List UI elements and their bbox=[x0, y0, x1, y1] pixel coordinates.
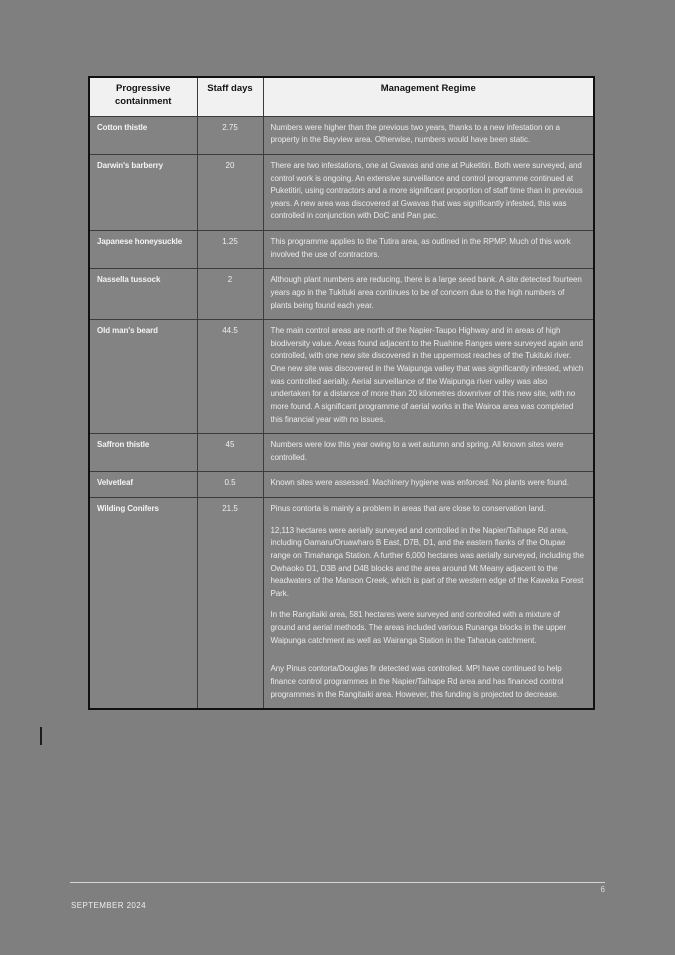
cell-staff-days: 2 bbox=[197, 269, 263, 320]
table-row bbox=[89, 116, 594, 154]
cell-staff-days: 45 bbox=[197, 434, 263, 472]
cell-species: Velvetleaf bbox=[89, 472, 197, 498]
footer-divider bbox=[70, 882, 605, 883]
footer-date: SEPTEMBER 2024 bbox=[71, 901, 146, 910]
cell-management-regime bbox=[263, 269, 594, 320]
regime-paragraph: Pinus contorta is mainly a problem in areas that are close to conservation land. bbox=[270, 504, 546, 513]
cell-management-regime bbox=[263, 231, 594, 269]
cell-management-regime bbox=[263, 498, 594, 710]
regime-paragraph: The main control areas are north of the Napier-Taupo Highway and in areas of high biodiversity value. Areas found adjacent to the Ruahine Ranges were surveyed again and controlled, with one new site discovered in the uppermost reaches of the Tukituki river. One new site was discovered in the Waipunga valley that was significantly infested, which was controlled aerially. Aerial surveillance of the Waipunga river valley was also undertaken for a distance of more than 20 kilometres downriver of this new site, with no more found. A significant programme of aerial works in the Wairoa area was completed this financial year with no issues. bbox=[270, 326, 584, 424]
cell-management-regime bbox=[263, 116, 594, 154]
table-row bbox=[89, 498, 594, 710]
cell-staff-days: 44.5 bbox=[197, 320, 263, 434]
cell-management-regime bbox=[263, 154, 594, 230]
cell-species: Nassella tussock bbox=[89, 269, 197, 320]
cell-management-regime bbox=[263, 472, 594, 498]
cell-species: Japanese honeysuckle bbox=[89, 231, 197, 269]
cell-species: Saffron thistle bbox=[89, 434, 197, 472]
management-regime-table bbox=[88, 76, 595, 710]
table-header bbox=[89, 77, 594, 116]
table-row bbox=[89, 269, 594, 320]
column-header-management-regime: Management Regime bbox=[263, 77, 594, 116]
table-row bbox=[89, 472, 594, 498]
regime-paragraph: Known sites were assessed. Machinery hygiene was enforced. No plants were found. bbox=[270, 478, 569, 488]
page-number: 6 bbox=[600, 885, 605, 894]
cell-management-regime bbox=[263, 320, 594, 434]
regime-paragraph: Although plant numbers are reducing, there is a large seed bank. A site detected fourteen years ago in the Tukituki area continues to be of concern due to the high numbers of plants being found each year. bbox=[270, 275, 582, 310]
cell-species: Old man's beard bbox=[89, 320, 197, 434]
table-row bbox=[89, 231, 594, 269]
column-header-progressive-containment: Progressive containment bbox=[89, 77, 197, 116]
cell-staff-days: 0.5 bbox=[197, 472, 263, 498]
table-row bbox=[89, 320, 594, 434]
table-body bbox=[89, 116, 594, 709]
management-regime-table-wrapper bbox=[88, 76, 593, 710]
margin-change-bar bbox=[40, 727, 42, 745]
cell-species: Cotton thistle bbox=[89, 116, 197, 154]
cell-staff-days: 1.25 bbox=[197, 231, 263, 269]
regime-paragraph: 12,113 hectares were aerially surveyed and controlled in the Napier/Taihape Rd area, including Oamaru/Oruawharo B East, D7B, D1, and the eastern flanks of the Otupae range on Timahanga Station. A further 6,000 hectares was aerially surveyed, including the Owhaoko D1, D3B and D4B blocks and the area around Mt Meany adjacent to the headwaters of the Manson Creek, which is part of the western edge of the Kaweka Forest Park. bbox=[270, 525, 585, 598]
cell-staff-days: 2.75 bbox=[197, 116, 263, 154]
regime-paragraph: Numbers were higher than the previous two years, thanks to a new infestation on a property in the Bayview area. Otherwise, numbers would have been static. bbox=[270, 122, 560, 145]
cell-species: Wilding Conifers bbox=[89, 498, 197, 710]
regime-paragraph: There are two infestations, one at Gwavas and one at Puketitiri. Both were surveyed, and control work is ongoing. An extensive surveillance and control programme continued at Puketitiri, using contractors and a more significant proportion of staff time than in previous years. A new area was discovered at Gwavas that was significantly infested, this was controlled in conjunction with DoC and Pan pac. bbox=[270, 160, 583, 221]
regime-paragraph: Numbers were low this year owing to a wet autumn and spring. All known sites were controlled. bbox=[270, 440, 564, 462]
cell-staff-days: 20 bbox=[197, 154, 263, 230]
regime-paragraph: Any Pinus contorta/Douglas fir detected was controlled. MPI have continued to help finance control programmes in the Napier/Taihape Rd area and has financed control programmes in the Rangitaiki area. However, this funding is projected to decrease. bbox=[270, 664, 564, 699]
column-header-staff-days: Staff days bbox=[197, 77, 263, 116]
table-header-row bbox=[89, 77, 594, 116]
cell-species: Darwin's barberry bbox=[89, 154, 197, 230]
table-row bbox=[89, 434, 594, 472]
regime-paragraph: This programme applies to the Tutira area, as outlined in the RPMP. Much of this work involved the use of contractors. bbox=[270, 237, 571, 259]
cell-staff-days: 21.5 bbox=[197, 498, 263, 710]
cell-management-regime bbox=[263, 434, 594, 472]
regime-paragraph: In the Rangitaiki area, 581 hectares were surveyed and controlled with a mixture of ground and aerial methods. The areas included various Runanga blocks in the upper Waipunga catchment as well as Wairanga Station in the Taharua catchment. bbox=[270, 610, 567, 645]
table-row bbox=[89, 154, 594, 230]
